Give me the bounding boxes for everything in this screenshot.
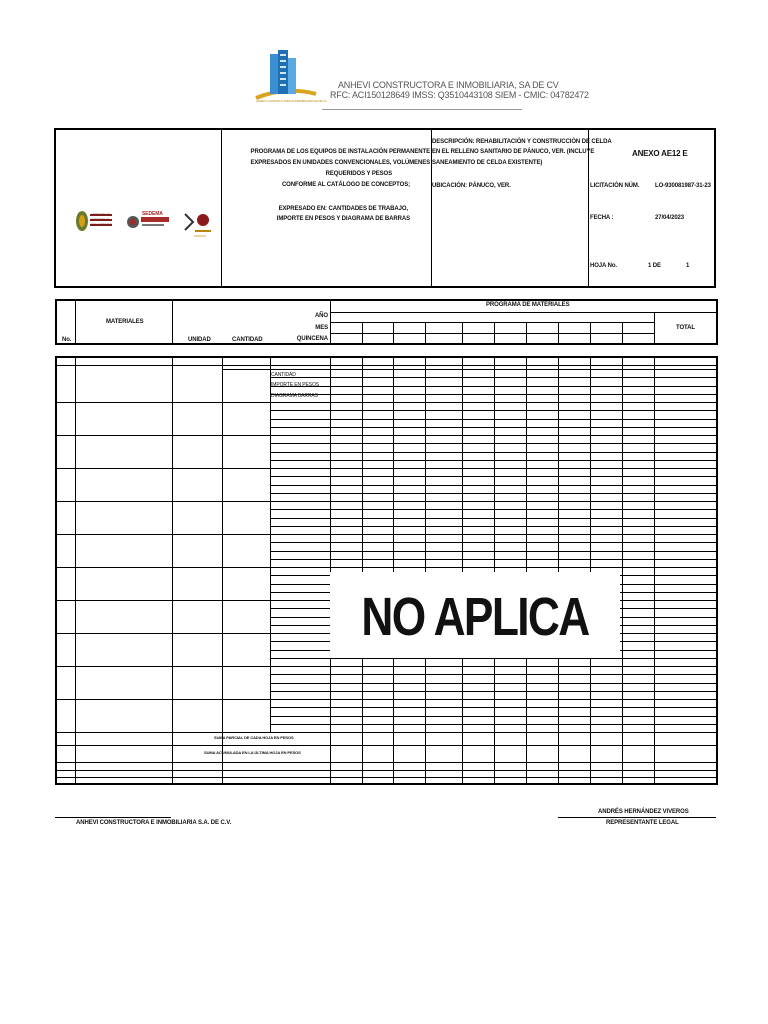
annex-label: ANEXO AE12 E (632, 149, 688, 158)
sum-partial-label: SUMA PARCIAL DE CADA HOJA EN PESOS (214, 735, 294, 740)
table-grid-line (270, 386, 717, 387)
table-grid-line (55, 783, 717, 785)
table-grid-line (526, 356, 527, 785)
table-grid-line (590, 322, 591, 344)
table-grid-line (55, 299, 717, 301)
table-grid-line (55, 770, 717, 771)
table-grid-line (270, 559, 717, 560)
description-line: SANEAMIENTO DE CELDA EXISTENTE) (432, 160, 543, 166)
program-line: IMPORTE EN PESOS Y DIAGRAMA DE BARRAS (276, 216, 410, 222)
table-grid-line (270, 724, 717, 725)
table-grid-line (172, 299, 173, 345)
representative-title: REPRESENTANTE LEGAL (606, 820, 679, 826)
left-signature-line (55, 817, 171, 818)
hoja-label: HOJA No. (590, 263, 617, 269)
table-grid-line (425, 322, 426, 344)
table-grid-line (270, 427, 717, 428)
program-line: EXPRESADOS EN UNIDADES CONVENCIONALES, VOLÚMENES (250, 160, 430, 166)
company-name: ANHEVI CONSTRUCTORA E INMOBILIARIA, SA DE CV (338, 80, 559, 90)
table-grid-line (330, 333, 654, 334)
program-title: PROGRAMA DE MATERIALES (486, 302, 570, 308)
description-line: DESCRIPCIÓN: REHABILITACIÓN Y CONSTRUCCIÓN DE CELDA (432, 139, 612, 145)
table-grid-line (75, 356, 76, 785)
sedema-seal-label: SEDEMA (142, 211, 163, 217)
description-line: EN EL RELLENO SANITARIO DE PÁNUCO, VER. (INCLUYE (432, 149, 595, 155)
table-grid-line (55, 732, 717, 733)
licitacion-label: LICITACIÓN NÚM. (590, 183, 640, 189)
table-grid-line (270, 410, 717, 411)
program-line: REQUERIDOS Y PESOS (325, 171, 392, 177)
program-line: EXPRESADO EN: CANTIDADES DE TRABAJO, (278, 206, 408, 212)
column-materiales: MATERIALES (106, 319, 144, 325)
table-grid-line (654, 356, 655, 785)
label-quincena: QUINCENA (296, 336, 328, 342)
table-grid-line (270, 476, 717, 477)
table-grid-line (622, 322, 623, 344)
table-grid-line (222, 402, 717, 403)
sum-accumulated-label: SUMA ACUMULADA EN LA ÚLTIMA HOJA EN PESOS (204, 750, 301, 755)
table-grid-line (270, 460, 717, 461)
table-grid-line (270, 493, 717, 494)
logo-caption: ANHEVI CONSTRUCTORA E INMOBILIARIA SA DE CV (256, 99, 328, 103)
table-grid-line (55, 777, 717, 778)
table-grid-line (222, 501, 717, 502)
table-grid-line (494, 356, 495, 785)
table-grid-line (222, 699, 717, 700)
table-grid-line (222, 666, 717, 667)
hoja-total: 1 (686, 263, 690, 269)
table-grid-line (270, 443, 717, 444)
table-grid-line (222, 369, 717, 370)
no-aplica-stamp: NO APLICA (361, 587, 589, 647)
table-grid-line (558, 322, 559, 344)
table-grid-line (270, 551, 717, 552)
table-grid-line (462, 356, 463, 785)
table-grid-line (330, 312, 717, 313)
table-grid-line (270, 419, 717, 420)
table-grid-line (270, 707, 717, 708)
table-grid-line (716, 356, 718, 785)
table-grid-line (270, 683, 717, 684)
table-grid-line (270, 674, 717, 675)
table-grid-line (362, 356, 363, 785)
table-grid-line (526, 322, 527, 344)
table-grid-line (654, 312, 655, 345)
table-grid-line (270, 716, 717, 717)
table-grid-line (270, 485, 717, 486)
table-grid-line (393, 322, 394, 344)
table-grid-line (462, 322, 463, 344)
row-label-diagrama: DIAGRAMA BARRAS (271, 393, 318, 399)
table-grid-line (270, 542, 717, 543)
table-grid-line (558, 356, 559, 785)
table-grid-line (172, 356, 173, 785)
table-grid-line (270, 526, 717, 527)
left-signature-label: ANHEVI CONSTRUCTORA E INMOBILIARIA S.A. DE C.V. (76, 820, 232, 826)
representative-name: ANDRÉS HERNÁNDEZ VIVEROS (598, 809, 689, 815)
table-grid-line (270, 518, 717, 519)
fecha-label: FECHA : (590, 215, 614, 221)
column-no: No. (62, 337, 72, 343)
licitacion-value: LO-930081987-31-23 (655, 183, 711, 189)
program-line: CONFORME AL CATÁLOGO DE CONCEPTOS; (281, 182, 410, 188)
table-grid-line (362, 322, 363, 344)
table-grid-line (222, 356, 223, 785)
hoja-value: 1 DE (648, 263, 661, 269)
table-grid-line (270, 691, 717, 692)
company-rfc: RFC: ACI150128649 IMSS: Q3510443108 SIEM - CMIC: 04782472 (330, 90, 589, 100)
location-line: UBICACIÓN: PÁNUCO, VER. (432, 183, 511, 189)
table-grid-line (222, 435, 717, 436)
row-label-cantidad: CANTIDAD (271, 372, 296, 378)
table-grid-line (55, 299, 57, 345)
table-grid-line (55, 365, 717, 366)
veracruz-seal-label: VERACRUZ GOBIERNO DEL ESTADO (91, 213, 112, 227)
table-grid-line (55, 356, 717, 358)
table-grid-line (55, 343, 717, 345)
label-anio: AÑO (314, 313, 328, 319)
table-grid-line (270, 452, 717, 453)
table-grid-line (270, 658, 717, 659)
table-grid-line (330, 322, 654, 323)
table-grid-line (425, 356, 426, 785)
column-cantidad: CANTIDAD (232, 337, 263, 343)
column-unidad: UNIDAD (188, 337, 211, 343)
program-line: PROGRAMA DE LOS EQUIPOS DE INSTALACIÓN PERMANENTE (250, 149, 430, 155)
table-grid-line (55, 762, 717, 763)
column-total: TOTAL (676, 325, 695, 331)
table-grid-line (270, 509, 717, 510)
panuco-seal-label: PÁNUCO (194, 234, 207, 238)
row-label-importe: IMPORTE EN PESOS (271, 382, 320, 388)
table-grid-line (270, 394, 717, 395)
right-signature-line (558, 817, 716, 818)
table-grid-line (55, 745, 717, 746)
table-grid-line (393, 356, 394, 785)
label-mes: MES (315, 325, 328, 331)
fecha-value: 27/04/2023 (655, 215, 685, 221)
table-grid-line (494, 322, 495, 344)
table-grid-line (590, 356, 591, 785)
table-grid-line (716, 299, 718, 345)
table-grid-line (622, 356, 623, 785)
table-grid-line (222, 468, 717, 469)
table-grid-line (270, 356, 271, 732)
table-grid-line (330, 356, 331, 785)
table-grid-line (55, 356, 57, 785)
table-grid-line (222, 567, 717, 568)
table-grid-line (222, 534, 717, 535)
table-grid-line (270, 377, 717, 378)
table-grid-line (75, 299, 76, 345)
